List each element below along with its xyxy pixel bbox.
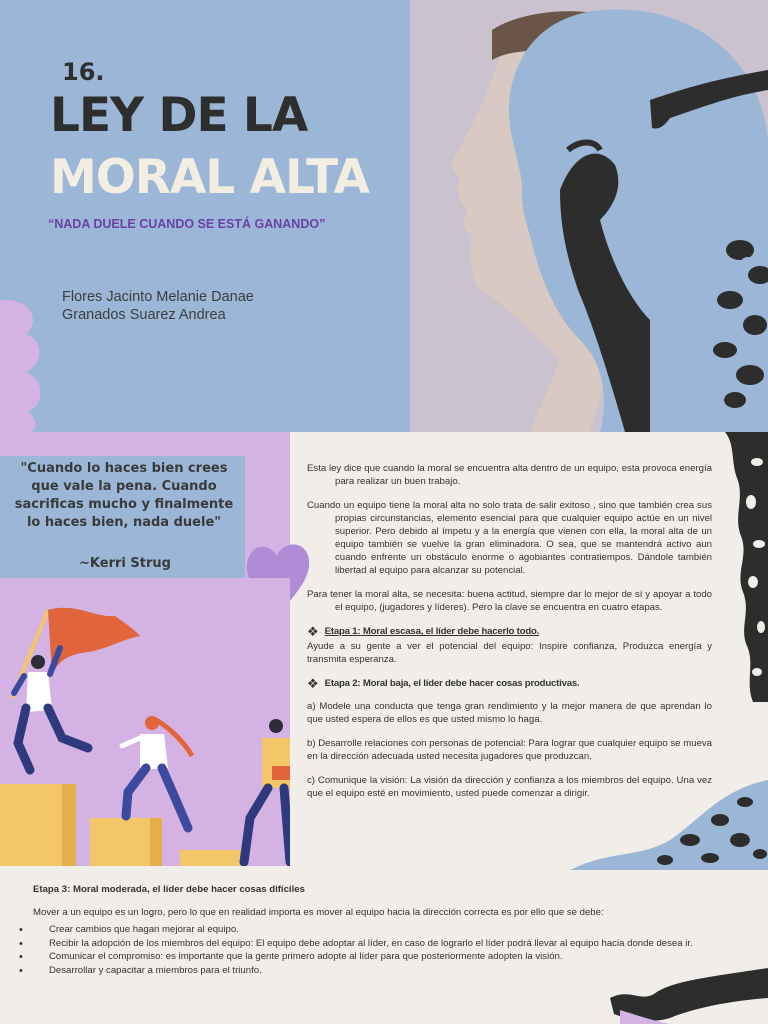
etapa-2-title: Etapa 2: Moral baja, el líder debe hacer cosas productivas. [324,678,580,689]
pattern-blob-decoration [570,780,768,870]
paragraph-moral-alta: Cuando un equipo tiene la moral alta no solo trata de salir exitoso , sino que también crea sus propias circunstancias, elemento esencial para que cualquier equipo actúe en un nivel superior. Pero debido al ímpetu y a la energía que vienen con ella, la moral alta de un equipo también se vuelve la gran eliminadora. O sea, que se mantendrá activo aun cuando enfrente un obstáculo enorme o agobiantes contratiempos. Dándole también libertad al equipo para alcanzar su potencial. [307,500,712,576]
pattern-decoration [715,432,768,702]
paragraph-intro: Esta ley dice que cuando la moral se encuentra alta dentro de un equipo, esta provoca energía para realizar un buen trabajo. [307,463,712,487]
point-b: b) Desarrolle relaciones con personas de potencial: Para lograr que cualquier equipo se mueva en la dirección adecuada usted necesita jugadores que produzcan. [307,738,712,762]
point-c: c) Comunique la visión: La visión da dirección y confianza a los miembros del equipo. Una vez que el equipo esté en movimiento, usted puede comenzar a dirigir. [307,775,712,799]
author-1: Flores Jacinto Melanie Danae [62,289,254,305]
etapa-1-text: Ayude a su gente a ver el potencial del equipo: Inspire confianza, Produzca energía y transmita esperanza. [307,641,712,665]
team-illustration [0,578,290,866]
paragraph-requirements: Para tener la moral alta, se necesita: buena actitud, siempre dar lo mejor de sí y apoyar a todo el equipo, (jugadores y líderes). Pero la clave se encuentra en cuatro etapas. [307,589,712,613]
lilac-band [0,432,290,456]
quote-author: ~Kerri Strug [79,556,171,571]
list-item: • Desarrollar y capacitar a miembros para el triunfo. [33,965,723,978]
list-item: • Recibir la adopción de los miembros del equipo: El equipo debe adoptar al líder, en caso de lograrlo el líder podrá llevar al equipo hacia donde desea ir. [33,938,723,951]
subtitle: “NADA DUELE CUANDO SE ESTÁ GANANDO” [48,217,326,231]
etapa-1-heading [307,625,712,638]
etapa-3-intro: Mover a un equipo es un logro, pero lo que en realidad importa es mover al equipo hacia la dirección correcta es por ello que se debe: [33,906,604,918]
etapa-3-list [33,924,723,977]
profile-photo-collage [410,0,768,432]
list-item: • Crear cambios que hagan mejorar al equipo. [33,924,723,937]
title-banner [0,0,768,432]
point-a: a) Modele una conducta que tenga gran rendimiento y la mejor manera de que aprendan lo que usted espera de ellos es que usted mismo lo haga. [307,701,712,725]
etapa-1-title: Etapa 1: Moral escasa, el líder debe hacerlo todo. [324,626,540,637]
cloud-decoration [0,300,60,432]
diamond-bullet-icon: ❖ [307,676,319,691]
diamond-bullet-icon: ❖ [307,624,319,639]
title-line-1: LEY DE LA [50,88,308,143]
etapa-3-section [33,884,723,978]
etapa-2-heading [307,677,712,690]
list-item: • Comunicar el compromiso: es importante que la gente primero adopte al líder para que posteriormente adopten la visión. [33,951,723,964]
body-text [307,462,712,811]
author-2: Granados Suarez Andrea [62,307,226,323]
title-line-2: MORAL ALTA [50,150,369,205]
quote-text: "Cuando lo haces bien crees que vale la pena. Cuando sacrificas mucho y finalmente lo haces bien, nada duele" [14,461,234,530]
law-number: 16. [62,58,105,86]
etapa-3-title: Etapa 3: Moral moderada, el líder debe hacer cosas difíciles [33,884,305,895]
